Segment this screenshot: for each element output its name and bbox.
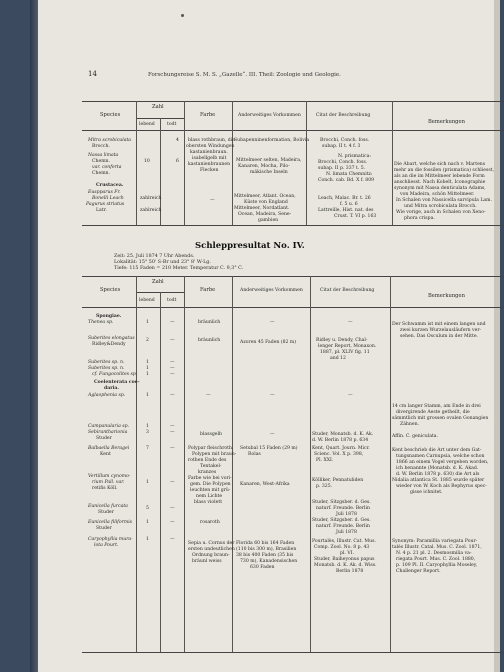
t1-species: var. conferta bbox=[92, 165, 122, 170]
t2-species: Suberites sp. n. bbox=[88, 360, 125, 365]
t2-bem: p. 109 Pl. II. Caryophyllia Moseley, bbox=[396, 563, 478, 568]
t1-species: Mitra scrobiculata bbox=[88, 138, 132, 143]
t1-species: Chemn. bbox=[92, 159, 110, 164]
table2-col-rule bbox=[184, 276, 185, 652]
t2-vork: 630 Faden bbox=[250, 565, 275, 570]
t1-citat: f. 5 u. 6 bbox=[340, 202, 358, 207]
t2-farbe: rosaroth bbox=[200, 520, 220, 525]
t2-species: cf. Fungocolites sp. bbox=[92, 372, 138, 377]
t2-farbe: bräunl weiss bbox=[192, 559, 222, 564]
t2-lebend: 1 bbox=[146, 537, 149, 542]
t2-h-farbe: Farbe bbox=[200, 287, 216, 293]
t1-citat: subap. II p. 337 t. 5. bbox=[318, 166, 366, 171]
t1-citat: Brocchi, Conch. foss. bbox=[318, 160, 368, 165]
t2-citat: p. 325. bbox=[316, 484, 333, 489]
page-mark bbox=[181, 14, 184, 17]
t2-vork: Azoren 45 Faden (82 m) bbox=[240, 340, 297, 345]
table1-col-rule bbox=[136, 101, 137, 225]
t2-todt: — bbox=[170, 372, 175, 377]
t2-lebend: 1 bbox=[146, 424, 149, 429]
t1-citat: N. limata Chemnitz: bbox=[326, 172, 373, 177]
t1-farbe: Flecken bbox=[200, 168, 219, 173]
t2-citat: naturf. Freunde. Berlin bbox=[316, 506, 370, 511]
t2-lebend: 1 bbox=[146, 480, 149, 485]
t1-h-bemerkungen: Bemerkungen bbox=[428, 119, 465, 125]
t2-farbe: Ordnung braun- bbox=[192, 553, 230, 558]
station-time: Zeit: 25. Juli 1874 7 Uhr Abends. bbox=[114, 254, 195, 259]
t2-vork: Setubal 15 Faden (29 m) bbox=[240, 446, 298, 451]
t2-bem: Kent beschrieb die Art unter dem Gat- bbox=[392, 448, 482, 453]
t1-todt: 4 bbox=[176, 138, 179, 143]
t1-lebend: 10 bbox=[144, 159, 150, 164]
t2-group-heading: Coelenterata coe- bbox=[94, 380, 140, 385]
t2-citat: lenger Report, Monaxon. bbox=[318, 344, 377, 349]
t1-bem: Wie vorige, auch in Schalen von Xeno- bbox=[396, 210, 486, 215]
t1-species: Brocch. bbox=[92, 144, 110, 149]
t1-species: Pagurus striatus bbox=[86, 202, 125, 207]
t1-citat: N. prismatica: bbox=[338, 154, 371, 159]
t2-vork: — bbox=[270, 432, 275, 437]
t2-todt: — bbox=[170, 506, 175, 511]
t1-citat: Crust. T. VI p. 163 bbox=[334, 214, 377, 219]
t2-vork: — bbox=[270, 393, 275, 398]
t2-lebend: 1 bbox=[146, 393, 149, 398]
t2-bem: divergirende Aeste getheilt, die bbox=[396, 410, 470, 415]
t2-citat: d. W. Berlin 1878 p. 634 bbox=[312, 438, 369, 443]
t2-species: retifis Köll. bbox=[92, 486, 118, 491]
t1-citat: Leach, Malac. Br. t. 26 bbox=[318, 196, 371, 201]
t1-citat: Brocchi, Conch. foss. bbox=[320, 138, 370, 143]
t2-h-species: Species bbox=[100, 287, 121, 293]
t2-citat: — bbox=[348, 393, 353, 398]
table1-bottom-rule bbox=[82, 225, 504, 226]
t1-h-lebend: lebend bbox=[139, 122, 155, 127]
table1-col-rule bbox=[184, 101, 185, 225]
t1-bem: phora crispa. bbox=[404, 216, 435, 221]
t2-citat: Monatsb. d. K. Ak. d. Wiss. bbox=[314, 563, 377, 568]
t2-lebend: 1 bbox=[146, 320, 149, 325]
t2-lebend: 1 bbox=[146, 360, 149, 365]
t2-vork: Kanaren, West-Afrika bbox=[240, 482, 290, 487]
t2-bem: zwei kurzen Wurzelausläufern ver- bbox=[400, 328, 482, 333]
t1-vork: mäkische Inseln bbox=[250, 170, 288, 175]
t2-vork: Florida 60 bis 164 Faden bbox=[236, 541, 295, 546]
t2-citat: — bbox=[348, 320, 353, 325]
t2-todt: — bbox=[170, 360, 175, 365]
t2-h-lebend: lebend bbox=[139, 298, 155, 303]
t2-bem: Der Schwamm ist mit einem langen und bbox=[392, 322, 486, 327]
t2-species: Caryophyllia mura- bbox=[88, 537, 133, 542]
t2-bem: Nidalia atlantica St. 1885 wurde später bbox=[392, 478, 485, 483]
t2-bem: N. 4 p. 21 pl. 2. Desmosmilia va- bbox=[396, 551, 472, 556]
table2-header-rule bbox=[82, 307, 504, 308]
t2-citat: Kent, Quart. Journ. Micr. bbox=[312, 446, 370, 451]
t2-citat: Juli 1878 bbox=[336, 512, 357, 517]
t2-species: Studer bbox=[98, 510, 114, 515]
t2-farbe: bräunlich bbox=[198, 338, 221, 343]
t2-vork: Rolas bbox=[248, 452, 261, 457]
t2-species: Thenea sp. bbox=[88, 320, 114, 325]
page-number: 14 bbox=[88, 70, 97, 78]
t2-todt: — bbox=[170, 430, 175, 435]
t2-bem: 1866 an einem Vogel vergeben worden, bbox=[396, 460, 489, 465]
t2-species: rium Pall. var. bbox=[92, 480, 125, 485]
table2-col-rule bbox=[136, 276, 137, 652]
t2-lebend: 5 bbox=[146, 506, 149, 511]
t1-todt: 6 bbox=[176, 159, 179, 164]
t1-species: Chemn. bbox=[92, 171, 110, 176]
t2-citat: Studer, Baiheyonus papus bbox=[314, 557, 375, 562]
table2-top-rule bbox=[82, 276, 504, 277]
t2-citat: Studer, Sitzgsber. d. Ges. bbox=[312, 518, 371, 523]
table1-col-rule bbox=[392, 101, 393, 225]
t1-vork: gambien bbox=[258, 218, 279, 223]
table2-col-rule bbox=[160, 292, 161, 652]
t1-farbe: kastanienbraun. bbox=[190, 150, 228, 155]
t1-bem: von Madeira, schön Mittelmeer. bbox=[400, 192, 475, 197]
table2-col-rule bbox=[390, 276, 391, 652]
table1-top-rule bbox=[82, 101, 504, 102]
t1-farbe: blass rothbraun, die bbox=[188, 138, 235, 143]
t2-citat: pl. VI. bbox=[340, 551, 354, 556]
t2-lebend: 1 bbox=[146, 372, 149, 377]
t2-h-citat: Citat der Beschreibung bbox=[320, 288, 375, 293]
t2-todt: — bbox=[170, 537, 175, 542]
t2-species: Eunicella furcata bbox=[88, 504, 128, 509]
t1-vork: Küste von England bbox=[244, 200, 288, 205]
t1-vork: Mittelmeer, Atlant. Ocean, bbox=[234, 194, 296, 199]
t2-group-heading: daria. bbox=[104, 386, 119, 391]
t2-citat: Ridley u. Dendy, Chal- bbox=[316, 338, 368, 343]
t2-species: Eunicella filiformis bbox=[88, 520, 133, 525]
t2-citat: Juli 1878 bbox=[336, 530, 357, 535]
t2-todt: — bbox=[170, 520, 175, 525]
t1-h-vorkommen: Anderweitiges Vorkommen bbox=[238, 113, 301, 118]
t1-vork: Kanaren, Mocha, Pilo- bbox=[238, 164, 290, 169]
t2-farbe: ersten undeutlichen bbox=[188, 547, 235, 552]
t2-bem: Challenger Report. bbox=[396, 569, 441, 574]
t2-bem: 14 cm langer Stamm, am Ende in drei bbox=[392, 404, 481, 409]
t2-lebend: 3 bbox=[146, 430, 149, 435]
t2-species: Balbaella Beragei bbox=[88, 446, 130, 451]
t2-citat: and 12 bbox=[330, 356, 346, 361]
t1-lebend: zahlreich bbox=[140, 196, 162, 201]
t2-farbe: — bbox=[206, 393, 211, 398]
t1-h-species: Species bbox=[100, 112, 121, 118]
t1-species: Bonelli Leach bbox=[92, 196, 124, 201]
t2-farbe: Polypar fleischroth. bbox=[188, 446, 234, 451]
t1-bem: synonym mit Nassa denticulata Adams, bbox=[394, 186, 486, 191]
t2-group-heading: Spongiae. bbox=[96, 314, 122, 319]
t2-todt: — bbox=[170, 446, 175, 451]
t2-lebend: 1 bbox=[146, 366, 149, 371]
t1-bem: und Mitra scrobiculata Brocch. bbox=[404, 204, 477, 209]
t2-citat: Kölliker, Pennatuliden bbox=[312, 478, 364, 483]
station-title: Schleppresultat No. IV. bbox=[195, 241, 305, 251]
t2-vork: — bbox=[270, 320, 275, 325]
t1-bem: Die Abart, welche sich nach v. Martens bbox=[394, 162, 486, 167]
t1-vork: Ocean, Madeira, Sene- bbox=[238, 212, 292, 217]
t1-citat: subap. II t. 4 f. 3 bbox=[322, 144, 361, 149]
t2-species: Ridley&Dendy bbox=[92, 342, 126, 347]
t2-todt: — bbox=[170, 320, 175, 325]
t2-species: Vertillum cynomo- bbox=[88, 474, 131, 479]
table2-col-rule bbox=[310, 276, 311, 652]
t2-farbe: blassgelb bbox=[200, 432, 222, 437]
t2-todt: — bbox=[170, 338, 175, 343]
t2-bem: sehen. Das Osculum in der Mitte. bbox=[400, 334, 479, 339]
t2-citat: naturf. Freunde. Berlin bbox=[316, 524, 370, 529]
t2-todt: — bbox=[170, 393, 175, 398]
t2-species: Studer bbox=[96, 526, 112, 531]
t1-h-todt: todt bbox=[167, 122, 177, 127]
table1-col-rule bbox=[306, 101, 307, 225]
t2-h-todt: todt bbox=[167, 298, 177, 303]
t2-todt: — bbox=[170, 424, 175, 429]
t2-bem: sämmtlich mit grossen ovalen Gonangien bbox=[392, 416, 489, 421]
t2-species: Aglaophenia sp. bbox=[88, 393, 126, 398]
t2-todt: — bbox=[170, 366, 175, 371]
t2-lebend: 7 bbox=[146, 446, 149, 451]
t2-species: lota Pourt. bbox=[94, 543, 119, 548]
running-title: Forschungsreise S. M. S. „Gazelle“. III. Theil: Zoologie und Geologie. bbox=[148, 72, 341, 78]
t2-h-zahl: Zahl bbox=[152, 279, 164, 285]
t2-species: Kent bbox=[100, 452, 111, 457]
t2-vork: (110 bis 300 m), Brasilien bbox=[236, 547, 297, 552]
t2-farbe: Polypen mit braun- bbox=[192, 452, 237, 457]
t1-farbe: kastanienbraunen bbox=[188, 162, 231, 167]
table2-bottom-rule bbox=[82, 652, 504, 653]
t2-bem: d. W. Berlin 1878 p. 630) die Art als bbox=[396, 472, 480, 477]
t2-farbe: blass violett bbox=[194, 500, 223, 505]
t1-species: Euspparus Fr. bbox=[88, 190, 121, 195]
t2-citat: Pourtalès, Illustr. Cat. Mus. bbox=[312, 539, 376, 544]
t2-farbe: Tentakel- bbox=[200, 464, 222, 469]
t1-vork: Subapenninenformation, Bolivia bbox=[234, 138, 310, 143]
t2-farbe: leuchten mit grü- bbox=[190, 488, 231, 493]
t2-bem: Synonym: Paramillia variegata Pour- bbox=[392, 539, 478, 544]
t2-species: Studer bbox=[96, 436, 112, 441]
t1-species: Latr. bbox=[96, 208, 107, 213]
t2-citat: Studer, Sitzgsber. d. Ges. bbox=[312, 500, 371, 505]
t2-bem: ich benannte (Monatsb. d. K. Akad. bbox=[396, 466, 479, 471]
t1-group-heading: Crustacea. bbox=[96, 183, 124, 188]
t2-vork: 38 bis 400 Faden (35 bis bbox=[236, 553, 294, 558]
t1-bem: In Schalen von Nassicella sarvipula Lam. bbox=[396, 198, 492, 203]
t1-citat: Conch. cab. Bd. X f. 809 bbox=[318, 178, 375, 183]
t2-vork: 730 m), Kanadensischen bbox=[240, 559, 298, 564]
t1-lebend: zahlreich bbox=[140, 208, 162, 213]
t2-farbe: rothen Ende des bbox=[188, 458, 227, 463]
t2-citat: Pl. XXI. bbox=[316, 458, 334, 463]
t2-species: Sebirantharionia bbox=[88, 430, 128, 435]
t1-farbe: isabellgelb mit bbox=[192, 156, 227, 161]
t2-species: Suberites elongatus bbox=[88, 336, 135, 341]
table2-col-rule bbox=[232, 276, 233, 652]
t2-farbe: kranzes bbox=[198, 470, 217, 475]
t1-h-farbe: Farbe bbox=[200, 112, 216, 118]
t2-farbe: bräunlich bbox=[198, 320, 221, 325]
station-depth: Tiefe: 115 Faden = 210 Meter. Temperatur C. 9,3° C. bbox=[114, 266, 244, 271]
t2-bem: gisse ichnitet. bbox=[410, 490, 443, 495]
t2-species: Campanularia sp. bbox=[88, 424, 130, 429]
t2-citat: Studer, Monatsb. d. K. Ak. bbox=[312, 432, 374, 437]
t1-bem: anschliesst. Nach Kobelt, Iconographie bbox=[394, 180, 486, 185]
t2-farbe: nem Lichte bbox=[196, 494, 223, 499]
t1-vork: Mittelmeer selten, Madeira, bbox=[236, 158, 302, 163]
t1-farbe: obersten Windungen bbox=[186, 144, 235, 149]
t2-lebend: 2 bbox=[146, 338, 149, 343]
t2-citat: 1887, pl. XLIV fig. 11 bbox=[320, 350, 370, 355]
t2-farbe: Sepia u. Cornus der bbox=[188, 541, 235, 546]
t2-farbe: gem. Die Polypen bbox=[190, 482, 231, 487]
t1-bem: als an die im Mittelmeer lebende Form bbox=[394, 174, 485, 179]
table1-col-rule bbox=[232, 101, 233, 225]
t2-todt: — bbox=[170, 480, 175, 485]
t2-citat: Scienc. Vol. X p. 398, bbox=[314, 452, 364, 457]
t2-bem: Affin. C. geniculata. bbox=[392, 434, 438, 439]
t2-h-vorkommen: Anderweitiges Vorkommen bbox=[240, 288, 303, 293]
t1-farbe: — bbox=[210, 198, 215, 203]
t2-citat: Comp. Zool. No. 8 p. 43 bbox=[314, 545, 370, 550]
t2-bem: riegata Pourt. Mus. C. Zool. 1880, bbox=[396, 557, 476, 562]
t1-species: Nassa limata bbox=[88, 153, 119, 158]
t2-bem: Zähnen. bbox=[400, 422, 419, 427]
t2-lebend: 1 bbox=[146, 520, 149, 525]
t2-bem: wieder von W. Koch als Bephyrus spec- bbox=[396, 484, 487, 489]
t2-citat: Berlin 1878 bbox=[336, 569, 364, 574]
t2-bem: talés Illustr. Catal. Mus. C. Zool. 1871, bbox=[392, 545, 482, 550]
table1-header-rule bbox=[82, 130, 504, 131]
t1-h-citat: Citat der Beschreibung bbox=[316, 113, 371, 118]
t2-species: Suberites sp. n. bbox=[88, 366, 125, 371]
t1-h-zahl: Zahl bbox=[152, 104, 164, 110]
t2-farbe: Farbe wie bei vori- bbox=[188, 476, 232, 481]
t1-citat: Lattreille, Hist. nat. des bbox=[318, 208, 374, 213]
t2-bem: tungsnamen Carnupsia, welche schon bbox=[396, 454, 485, 459]
t2-h-bemerkungen: Bemerkungen bbox=[428, 293, 465, 299]
t1-vork: Mittelmeer, Nordatlant. bbox=[234, 206, 290, 211]
t1-bem: mehr an die fossilen (prismatica) schliesst, bbox=[394, 168, 494, 173]
station-locality: Lokalität: 15° 50' S-Br und 23° 8' W-Lg. bbox=[114, 260, 211, 265]
